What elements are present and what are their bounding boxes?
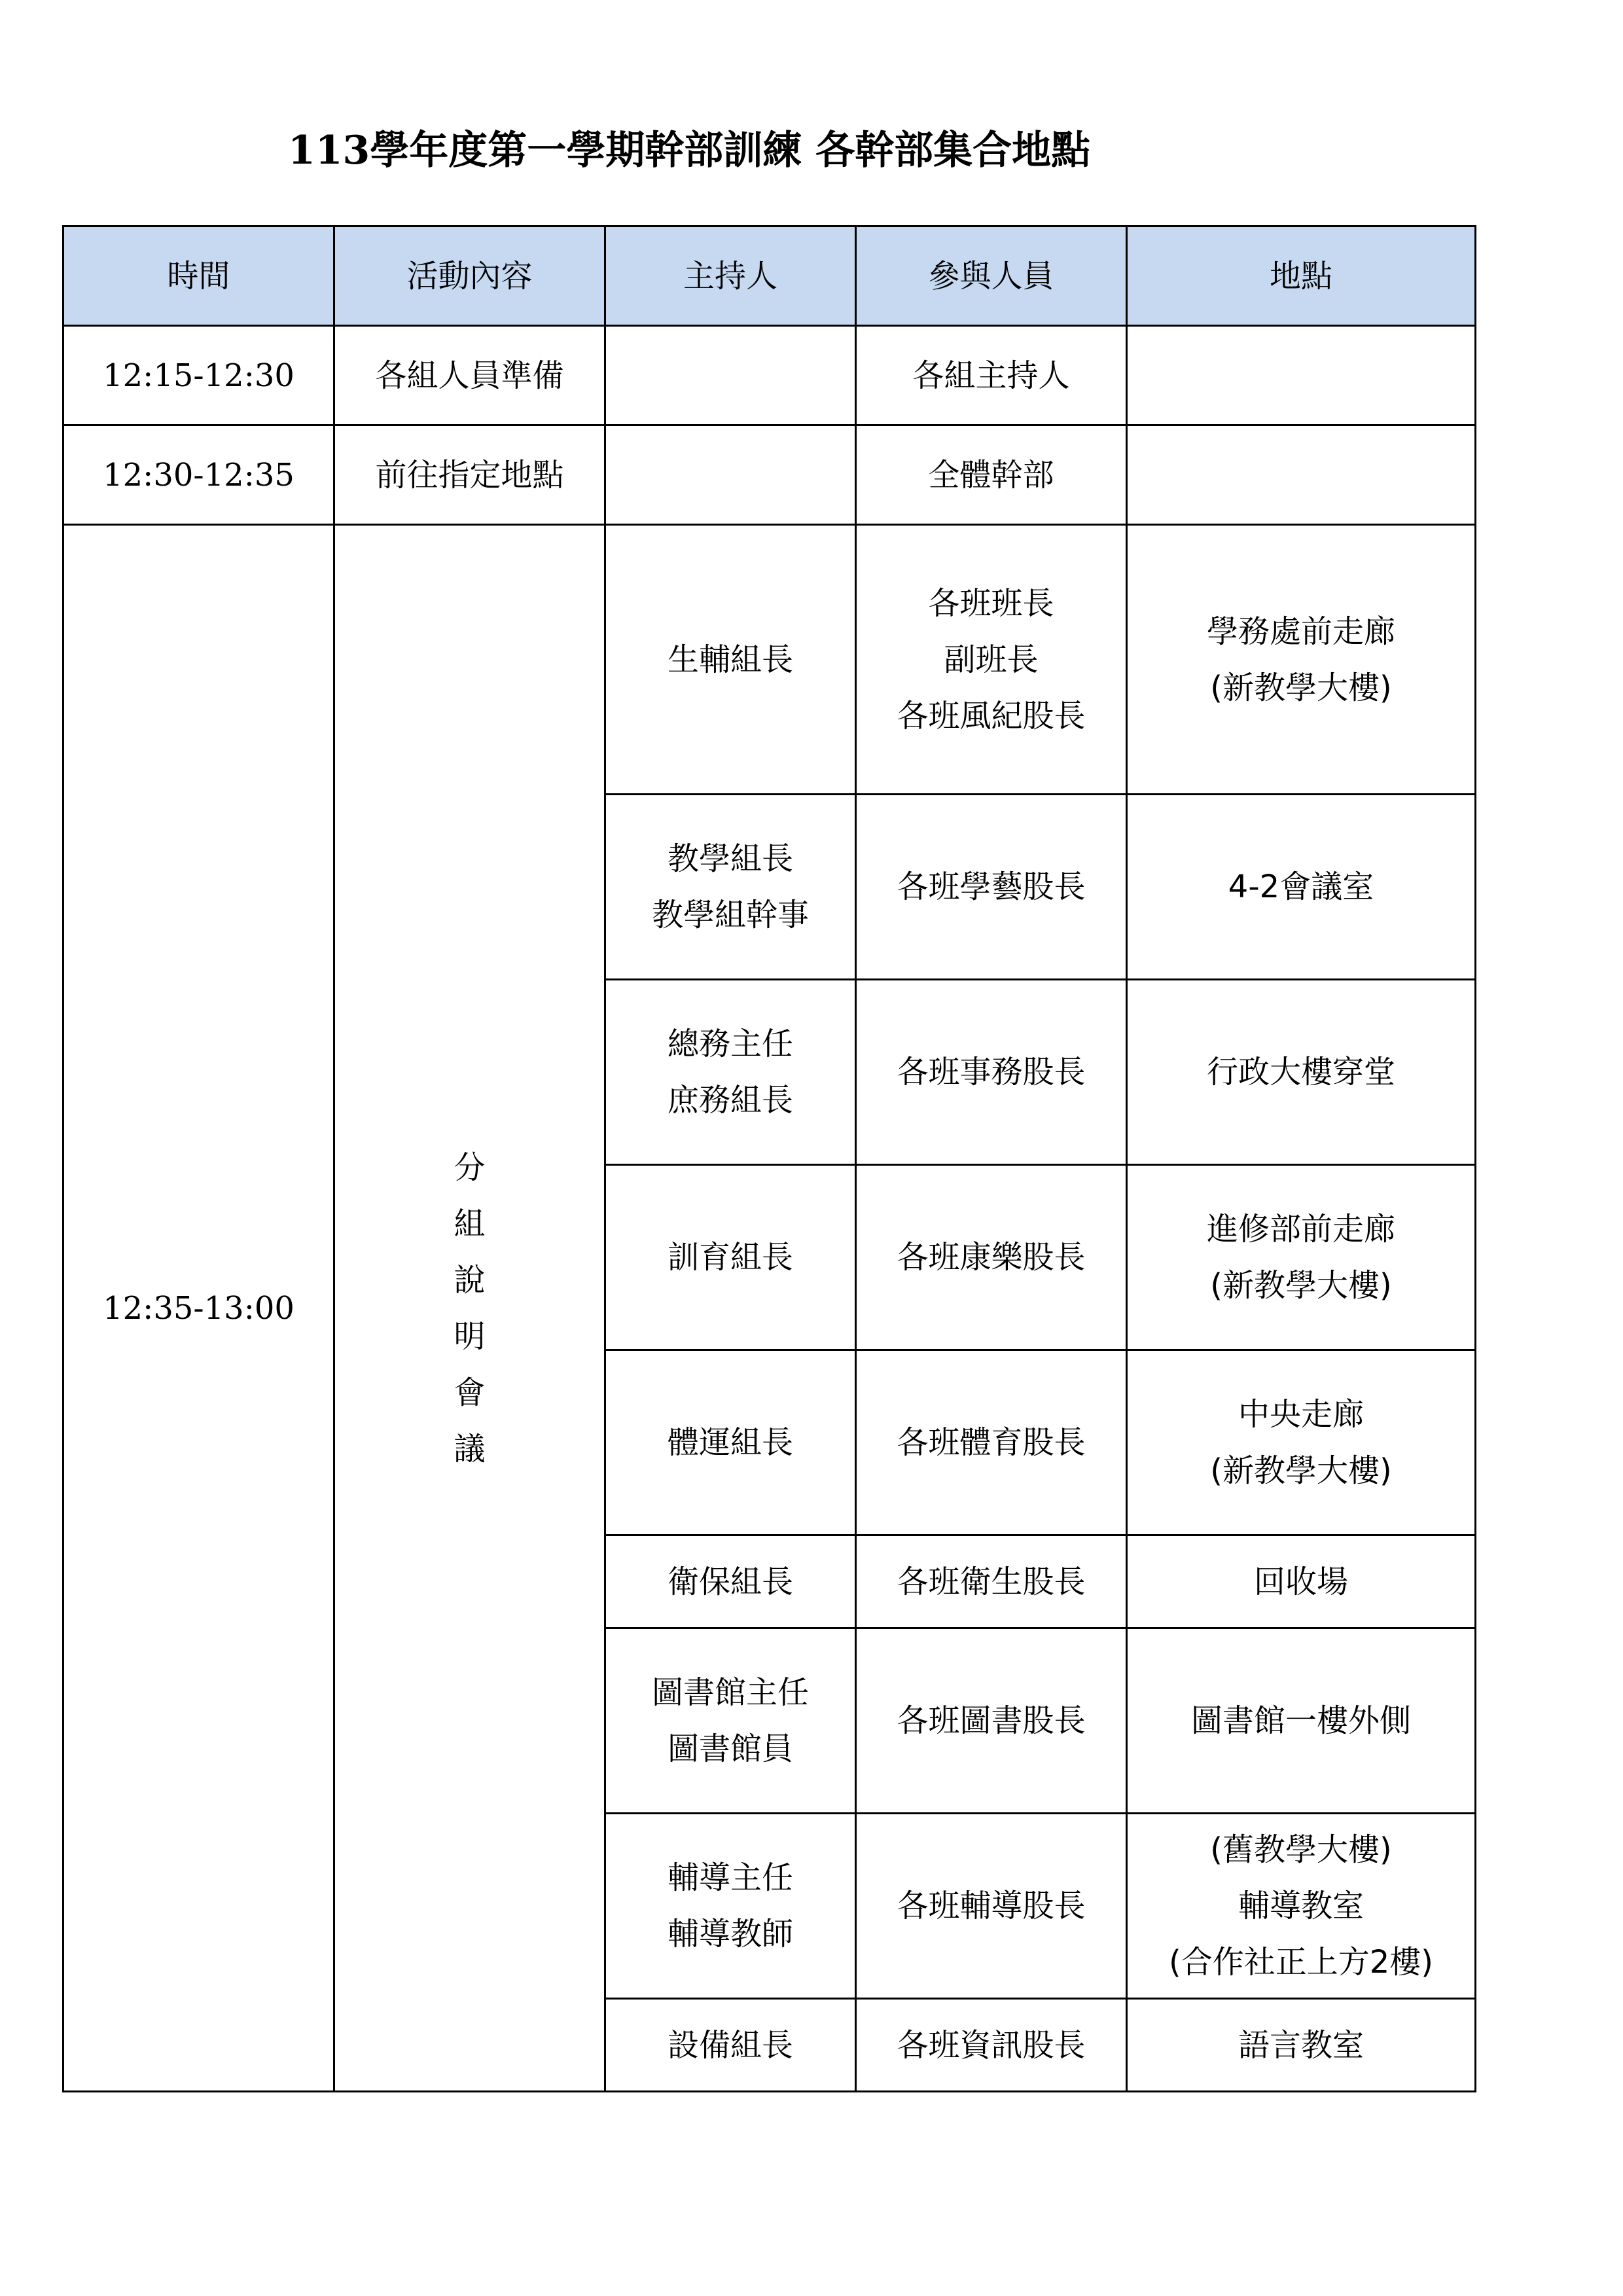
time-cell: 12:35-13:00 — [63, 525, 334, 2092]
location-line: 進修部前走廊 — [1206, 1211, 1395, 1247]
table-header-row — [63, 226, 1476, 326]
host-line: 圖書館員 — [667, 1731, 793, 1767]
host-line: 輔導主任 — [667, 1859, 793, 1896]
table-row — [63, 326, 1476, 425]
host-line: 輔導教師 — [667, 1916, 793, 1952]
location-cell — [1127, 1814, 1476, 1999]
location-line: (新教學大樓) — [1210, 1452, 1392, 1489]
activity-char: 說 — [454, 1261, 486, 1299]
participants-cell: 全體幹部 — [856, 425, 1127, 525]
participants-cell: 各班學藝股長 — [856, 795, 1127, 980]
header-location: 地點 — [1127, 226, 1476, 326]
host-line: 圖書館主任 — [651, 1674, 809, 1711]
participants-cell — [856, 525, 1127, 795]
location-line: 輔導教室 — [1238, 1888, 1364, 1924]
location-line: (舊教學大樓) — [1210, 1831, 1392, 1868]
host-cell — [605, 980, 856, 1165]
location-cell: 4-2會議室 — [1127, 795, 1476, 980]
participants-cell: 各班康樂股長 — [856, 1165, 1127, 1350]
location-line: 學務處前走廊 — [1206, 613, 1395, 650]
host-cell — [605, 795, 856, 980]
host-line: 教學組長 — [667, 840, 793, 877]
host-cell: 體運組長 — [605, 1350, 856, 1535]
header-activity: 活動內容 — [334, 226, 605, 326]
time-cell: 12:30-12:35 — [63, 425, 334, 525]
location-line: (新教學大樓) — [1210, 669, 1392, 706]
participants-cell: 各組主持人 — [856, 326, 1127, 425]
participants-cell: 各班資訊股長 — [856, 1999, 1127, 2092]
document-title: 113學年度第一學期幹部訓練 各幹部集合地點 — [288, 128, 1091, 173]
location-cell — [1127, 425, 1476, 525]
activity-char: 會 — [454, 1374, 486, 1411]
participants-cell: 各班衛生股長 — [856, 1535, 1127, 1628]
location-line: 中央走廊 — [1238, 1396, 1364, 1433]
location-cell — [1127, 525, 1476, 795]
location-cell: 語言教室 — [1127, 1999, 1476, 2092]
time-cell: 12:15-12:30 — [63, 326, 334, 425]
participants-cell: 各班圖書股長 — [856, 1628, 1127, 1814]
location-cell: 行政大樓穿堂 — [1127, 980, 1476, 1165]
host-line: 教學組幹事 — [651, 897, 809, 933]
table-row — [63, 525, 1476, 795]
host-cell: 衛保組長 — [605, 1535, 856, 1628]
participant-line: 各班班長 — [928, 584, 1054, 622]
schedule-table — [62, 225, 1476, 2092]
host-line: 總務主任 — [667, 1026, 793, 1062]
participant-line: 各班風紀股長 — [897, 697, 1086, 734]
participant-line: 副班長 — [944, 641, 1039, 678]
location-line: (新教學大樓) — [1210, 1267, 1392, 1304]
host-cell — [605, 525, 856, 795]
participants-cell: 各班輔導股長 — [856, 1814, 1127, 1999]
participants-cell: 各班事務股長 — [856, 980, 1127, 1165]
location-line: (合作社正上方2樓) — [1169, 1944, 1433, 1981]
host-cell — [605, 1814, 856, 1999]
host-cell — [605, 1628, 856, 1814]
participants-cell: 各班體育股長 — [856, 1350, 1127, 1535]
activity-cell: 各組人員準備 — [334, 326, 605, 425]
host-cell — [605, 425, 856, 525]
table-row — [63, 425, 1476, 525]
header-host: 主持人 — [605, 226, 856, 326]
activity-char: 明 — [454, 1318, 486, 1355]
activity-cell: 前往指定地點 — [334, 425, 605, 525]
location-cell — [1127, 326, 1476, 425]
host-line: 庶務組長 — [667, 1082, 793, 1119]
location-cell: 圖書館一樓外側 — [1127, 1628, 1476, 1814]
location-cell — [1127, 1165, 1476, 1350]
header-participants: 參與人員 — [856, 226, 1127, 326]
location-cell: 回收場 — [1127, 1535, 1476, 1628]
host-cell: 設備組長 — [605, 1999, 856, 2092]
location-cell — [1127, 1350, 1476, 1535]
activity-char: 組 — [454, 1205, 486, 1242]
header-time: 時間 — [63, 226, 334, 326]
activity-char: 分 — [454, 1149, 486, 1186]
activity-cell — [334, 525, 605, 2092]
host-cell: 訓育組長 — [605, 1165, 856, 1350]
host-line: 生輔組長 — [667, 641, 793, 678]
host-cell — [605, 326, 856, 425]
activity-char: 議 — [454, 1430, 486, 1467]
